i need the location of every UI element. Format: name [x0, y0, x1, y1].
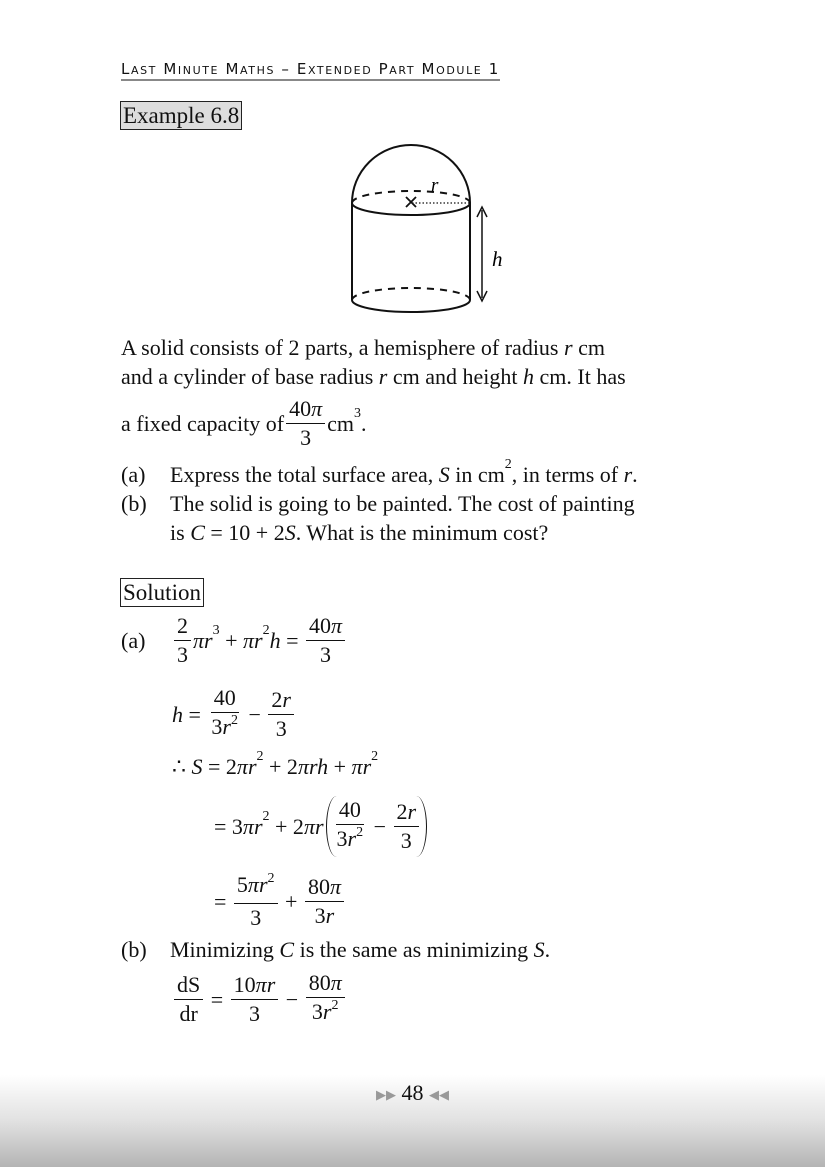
radius-label: r [431, 175, 439, 196]
math-italic: π [330, 970, 342, 995]
math-italic: π [329, 874, 341, 899]
problem-line-3 [121, 395, 367, 452]
text: = [183, 701, 207, 727]
text: and a cylinder of base radius [121, 364, 379, 389]
fraction [305, 873, 344, 930]
numerator [268, 686, 294, 715]
fraction [306, 969, 345, 1030]
text: 3 [311, 999, 323, 1024]
text: 5 [236, 872, 248, 897]
numerator [286, 395, 325, 424]
superscript: 3 [212, 622, 220, 638]
text: is [170, 520, 191, 545]
denominator [174, 641, 191, 669]
math-italic: h [523, 364, 534, 389]
part-b-question [121, 491, 635, 517]
math-italic: πr [351, 754, 372, 779]
denominator [246, 1000, 263, 1028]
equation-s-simplified [214, 871, 346, 932]
part-a-label: (a) [121, 462, 146, 487]
numerator [174, 612, 191, 641]
text: 2 [271, 687, 283, 712]
text: = [280, 627, 305, 653]
math-italic: πr [255, 972, 276, 997]
denominator [247, 904, 264, 932]
denominator [297, 424, 314, 452]
text: cm. It has [534, 364, 626, 389]
superscript: 2 [230, 713, 238, 728]
center-mark-icon [406, 197, 416, 207]
denominator [208, 713, 241, 745]
text: dr [179, 1001, 198, 1026]
fraction [394, 798, 420, 855]
base-front [352, 300, 470, 312]
denominator [317, 641, 334, 669]
text: 80 [308, 970, 331, 995]
text: 40 [289, 396, 312, 421]
solution-b [121, 937, 550, 963]
math-italic: r [347, 826, 357, 851]
text: 40 [309, 613, 332, 638]
superscript: 2 [267, 871, 275, 886]
superscript: 2 [371, 749, 379, 764]
fraction [174, 971, 203, 1028]
part-a-question [121, 457, 638, 488]
denominator [312, 902, 338, 930]
math-italic: πr [236, 754, 257, 779]
text: ∴ [172, 754, 192, 779]
text: + 2 [263, 754, 298, 779]
running-header: Last Minute Maths – Extended Part Module 1 [121, 60, 500, 81]
text: 40 [213, 685, 236, 710]
math-italic: C [190, 520, 205, 545]
text: 3 [314, 903, 326, 928]
math-italic: r [623, 462, 633, 487]
hemisphere-cylinder-diagram [340, 140, 520, 315]
math-italic: r [564, 335, 573, 360]
math-italic: h [172, 701, 183, 727]
math-italic: S [438, 462, 450, 487]
text: 3 [248, 1001, 260, 1026]
text: + 2 [269, 813, 304, 839]
numerator [306, 612, 345, 641]
text: . [544, 937, 551, 962]
text: = 10 + 2 [204, 520, 285, 545]
part-b-text-1 [170, 491, 635, 517]
numerator [306, 969, 345, 998]
text: cm and height [387, 364, 523, 389]
math-italic: S [284, 520, 296, 545]
superscript: 3 [354, 405, 361, 421]
math-italic: π [331, 613, 343, 638]
text: 10 [233, 972, 256, 997]
text: 3 [300, 425, 312, 450]
front-rim [352, 203, 470, 215]
text: cm [327, 410, 354, 436]
example-label: Example 6.8 [120, 101, 242, 130]
math-italic: πr [243, 627, 263, 653]
page-number: 48 [401, 1080, 424, 1105]
denominator [273, 715, 290, 743]
math-italic: πr [247, 872, 268, 897]
numerator [305, 873, 344, 902]
fraction [306, 612, 345, 669]
math-italic: S [191, 754, 203, 779]
fraction [286, 395, 325, 452]
denominator [398, 827, 415, 855]
math-italic: h [269, 627, 281, 653]
superscript: 2 [331, 998, 339, 1013]
math-italic: r [322, 999, 332, 1024]
text: 3 [275, 716, 287, 741]
text: − [368, 813, 392, 839]
text: = [205, 986, 229, 1012]
text: = [214, 888, 232, 914]
text: 3 [250, 905, 262, 930]
math-italic: C [279, 937, 295, 962]
text: = 3 [214, 813, 243, 839]
text: − [242, 701, 267, 727]
text: 40 [338, 797, 361, 822]
math-italic: r [222, 714, 231, 739]
math-italic: r [407, 799, 417, 824]
part-b-text-2 [170, 520, 548, 546]
solution-a [121, 612, 347, 669]
superscript: 2 [262, 808, 270, 824]
text: + [219, 627, 244, 653]
text: 3 [211, 714, 223, 739]
page-footer [0, 1080, 825, 1106]
text: . [632, 462, 638, 487]
text: + [279, 888, 303, 914]
text: Express the total surface area, [170, 462, 439, 487]
superscript: 2 [262, 622, 270, 638]
numerator [234, 871, 278, 904]
text: = 2 [202, 754, 237, 779]
fraction [234, 871, 278, 932]
fraction [268, 686, 294, 743]
text: 3 [320, 642, 332, 667]
text: is the same as minimizing [294, 937, 534, 962]
part-b-label: (b) [121, 491, 147, 516]
equation-s [172, 749, 379, 780]
math-italic: r [325, 903, 335, 928]
base-back [352, 288, 470, 300]
math-italic: π [311, 396, 323, 421]
math-italic: πrh [297, 754, 329, 779]
text: Minimizing [170, 937, 280, 962]
height-label: h [492, 247, 503, 271]
denominator [176, 1000, 200, 1028]
solution-b-label: (b) [121, 937, 147, 962]
text: 3 [177, 642, 188, 667]
solution-a-label: (a) [121, 627, 146, 653]
solution-b-text [170, 937, 550, 963]
hemisphere-outline [352, 145, 470, 203]
denominator [334, 825, 367, 857]
numerator [231, 971, 279, 1000]
parenthesized-group [326, 796, 428, 857]
text: 3 [400, 828, 412, 853]
text: in cm [449, 462, 505, 487]
double-chevron-left-icon: ◀◀ [429, 1086, 449, 1102]
problem-line-1 [121, 335, 605, 361]
text: a fixed capacity of [121, 410, 285, 436]
superscript: 2 [504, 457, 512, 472]
text: 3 [336, 826, 348, 851]
text: , in terms of [511, 462, 624, 487]
superscript: 2 [356, 825, 364, 840]
numerator [174, 971, 203, 1000]
fraction [231, 971, 279, 1028]
numerator [336, 796, 364, 825]
text: − [280, 986, 304, 1012]
equation-s-substituted [214, 796, 427, 857]
denominator [309, 998, 342, 1030]
fraction [334, 796, 367, 857]
text: 2 [396, 799, 408, 824]
equation-h [172, 684, 296, 745]
equation-volume [172, 612, 347, 669]
fraction [174, 612, 191, 669]
math-italic: S [533, 937, 545, 962]
text: A solid consists of 2 parts, a hemisphere of radius [121, 335, 564, 360]
text: The solid is going to be painted. The cost of painting [170, 491, 635, 516]
text: 2 [177, 613, 188, 638]
math-italic: πr [303, 813, 324, 839]
math-italic: πr [242, 813, 263, 839]
part-a-text [170, 457, 638, 488]
text: cm [572, 335, 605, 360]
equation-derivative [172, 969, 347, 1030]
double-chevron-right-icon: ▶▶ [376, 1086, 396, 1102]
text: dS [177, 972, 201, 997]
superscript: 2 [256, 749, 264, 764]
text: . [361, 410, 367, 436]
text: . What is the minimum cost? [295, 520, 549, 545]
text: + [328, 754, 352, 779]
math-italic: r [282, 687, 291, 712]
problem-line-2 [121, 364, 626, 390]
fraction [208, 684, 241, 745]
text: 80 [307, 874, 330, 899]
solution-label: Solution [120, 578, 204, 607]
math-italic: πr [193, 627, 213, 653]
math-italic: r [378, 364, 388, 389]
numerator [394, 798, 420, 827]
numerator [211, 684, 239, 713]
